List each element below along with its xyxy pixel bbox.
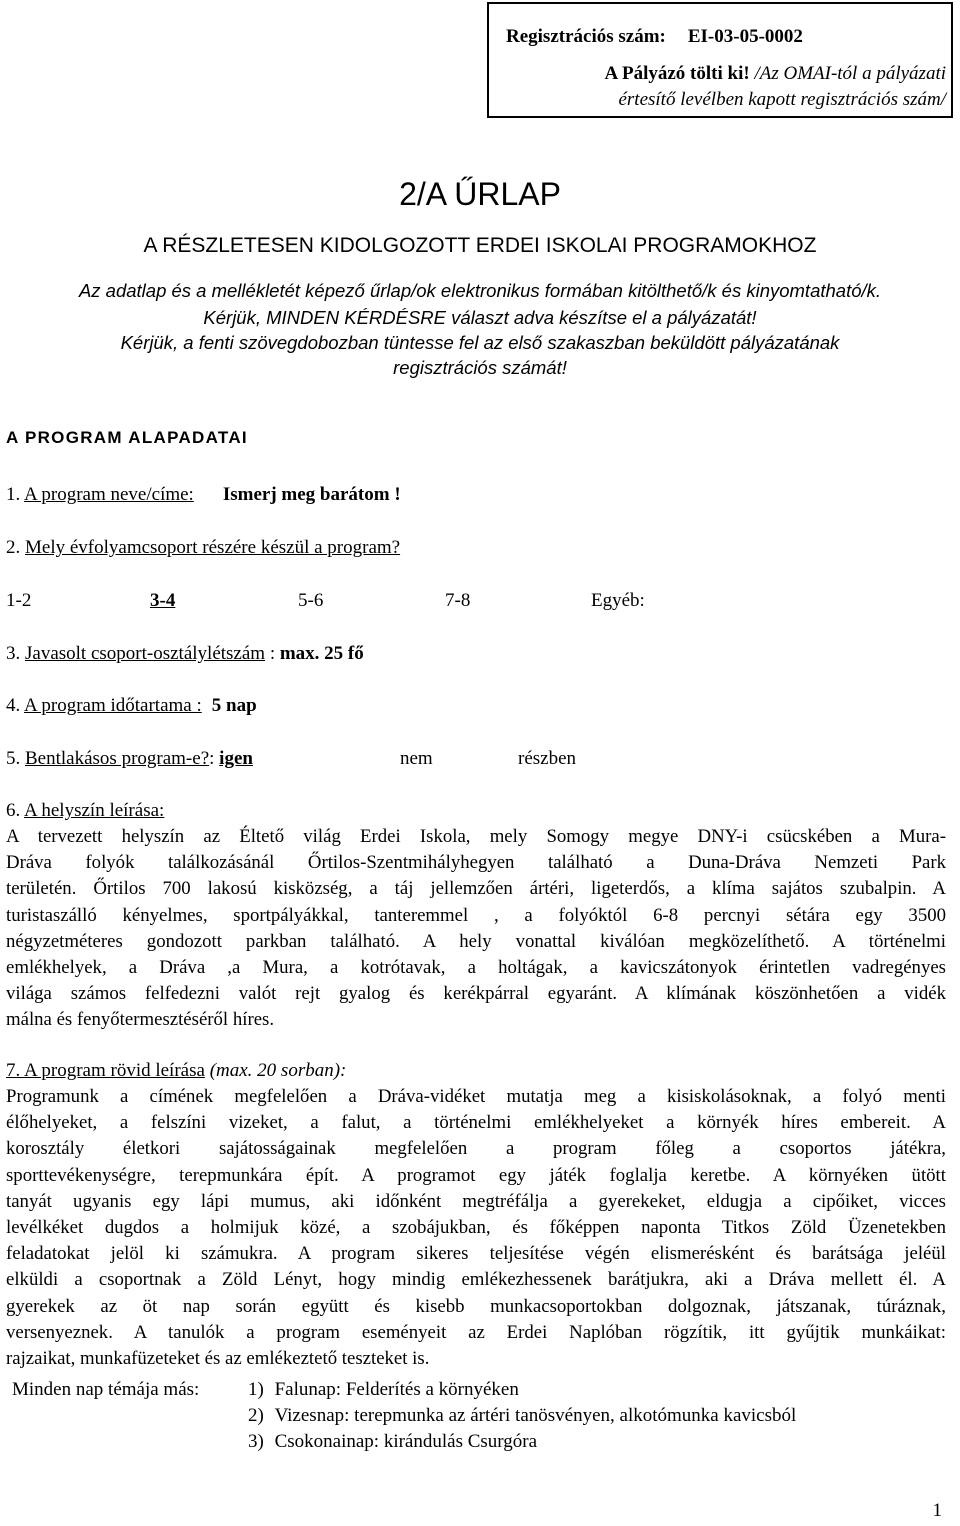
q1-label: A program neve/címe: — [23, 484, 194, 505]
day-text: Falunap: Felderítés a környéken — [274, 1379, 519, 1400]
q7-line: versenyeznek. A tanulók a program eseményeit az Erdei Naplóban rögzítik, itt gyűjtik munkáikat: — [6, 1321, 946, 1343]
q7-line: levélkéket dugdos a holmijuk közé, a szobájukban, és főképpen naponta Titkos Zöld Üzenetekben — [6, 1217, 946, 1239]
q7-line: élőhelyeket, a felszíni vizeket, a falut, a történelmi emlékhelyeket a környék híres embereit. A — [6, 1112, 946, 1134]
q3-label: Javasolt csoport-osztálylétszám — [25, 643, 266, 664]
q6-line: A tervezett helyszín az Éltető világ Erdei Iskola, mely Somogy megye DNY-i csücskében a Mura- — [6, 826, 946, 847]
info-line-3: Kérjük, a fenti szövegdobozban tüntesse fel az első szakaszban beküldött pályázatának — [120, 332, 840, 353]
question-1 — [6, 484, 401, 506]
q6-description — [6, 824, 946, 1034]
q2-option-4: 7-8 — [445, 590, 471, 611]
q3-number: 3. — [6, 643, 25, 664]
q6-line: területén. Őrtilos 700 lakosú kisközség, a táj jellemzően ártéri, ligeterdős, a klíma sajátos szubalpin. A — [6, 878, 946, 900]
day-item-2 — [248, 1405, 796, 1427]
page-number: 1 — [932, 1500, 942, 1521]
day-number: 3) — [248, 1431, 264, 1452]
info-line-2: Kérjük, MINDEN KÉRDÉSRE választ adva készítse el a pályázatát! — [203, 307, 757, 328]
section-title: A PROGRAM ALAPADATAI — [6, 428, 248, 447]
question-5 — [6, 748, 253, 770]
q5-separator: : — [209, 748, 220, 769]
q2-option-2-selected: 3-4 — [150, 590, 176, 611]
q7-line: sporttevékenységre, terepmunkára épít. A programot egy játék foglalja keretbe. A környéken ütött — [6, 1164, 946, 1186]
question-3 — [6, 643, 364, 665]
q7-line: tanyát ugyanis egy lápi mumus, aki időnként megtréfálja a gyerekeket, eldugja a cipőiket, vicces — [6, 1190, 946, 1212]
q6-line: turistaszálló kényelmes, sportpályákkal, tanteremmel , a folyóktól 6-8 percnyi sétára egy 3500 — [6, 904, 946, 926]
q2-label: Mely évfolyamcsoport részére készül a program? — [25, 537, 401, 558]
day-item-1 — [248, 1379, 519, 1401]
q7-line: feladatokat jelöl ki számukra. A program sikeres teljesítése végén elismerésként és barátsága jeléül — [6, 1243, 946, 1265]
day-text: Vizesnap: terepmunka az ártéri tanösvényen, alkotómunka kavicsból — [274, 1405, 797, 1426]
q7-line: elküldi a csoportnak a Zöld Lényt, hogy mindig emlékezhessenek barátjukra, aki a Dráva mellett él. A — [6, 1269, 946, 1291]
info-line-1: Az adatlap és a mellékletét képező űrlap/ok elektronikus formában kitölthető/k és kinyomtatható/k. — [78, 280, 882, 301]
registration-number: EI-03-05-0002 — [687, 26, 803, 47]
q2-option-5: Egyéb: — [591, 590, 645, 611]
q3-value: max. 25 fő — [279, 643, 364, 664]
form-subtitle: A RÉSZLETESEN KIDOLGOZOTT ERDEI ISKOLAI PROGRAMOKHOZ — [143, 234, 817, 257]
registration-note-italic-2: értesítő levélben kapott regisztrációs szám/ — [618, 89, 946, 110]
day-number: 2) — [248, 1405, 264, 1426]
day-item-3 — [248, 1431, 537, 1453]
q5-number: 5. — [6, 748, 25, 769]
q7-line: rajzaikat, munkafüzeteket és az emlékeztető teszteket is. — [6, 1348, 430, 1370]
q4-label: A program időtartama : — [23, 695, 202, 716]
question-6 — [6, 800, 164, 822]
q5-option-3: részben — [518, 748, 577, 769]
q7-label: A program rövid leírása — [23, 1060, 205, 1081]
question-4 — [6, 695, 257, 717]
q2-option-3: 5-6 — [298, 590, 324, 611]
q4-value: 5 nap — [211, 695, 257, 716]
q1-value: Ismerj meg barátom ! — [222, 484, 401, 505]
question-7 — [6, 1060, 346, 1082]
q6-line: világa számos felfedezni valót rejt gyalog és kerékpárral egyaránt. A klímának köszönhetően a vidék — [6, 983, 946, 1005]
registration-number-line — [506, 26, 803, 48]
q2-number: 2. — [6, 537, 25, 558]
q7-note: (max. 20 sorban): — [204, 1060, 347, 1081]
q7-line: gyerekek az öt nap során együtt és kisebb munkacsoportokban dolgoznak, játszanak, túráznak, — [6, 1295, 946, 1317]
registration-note-italic-1: /Az OMAI-tól a pályázati — [749, 63, 946, 84]
q2-option-1: 1-2 — [6, 590, 32, 611]
q5-label: Bentlakásos program-e? — [25, 748, 210, 769]
q7-line: Programunk a címének megfelelően a Dráva-vidéket mutatja meg a kisiskolásoknak, a folyó menti — [6, 1086, 946, 1107]
q4-number: 4. — [6, 695, 24, 716]
q7-line: korosztály életkori sajátosságainak megfelelően a program főleg a csoportos játékra, — [6, 1138, 946, 1160]
q6-line: négyzetméteres gondozott parkban található. A hely vonattal kiválóan megközelíthető. A történelmi — [6, 930, 946, 952]
q6-line: málna és fenyőtermesztéséről híres. — [6, 1009, 275, 1031]
q6-label: A helyszín leírása: — [23, 800, 165, 821]
info-line-4: regisztrációs számát! — [393, 357, 567, 378]
days-intro: Minden nap témája más: — [12, 1379, 200, 1400]
q7-number: 7. — [6, 1060, 24, 1081]
form-title: 2/A ŰRLAP — [399, 176, 561, 212]
q5-option-2: nem — [400, 748, 433, 769]
q1-number: 1. — [6, 484, 24, 505]
question-2 — [6, 537, 400, 559]
q6-line: Dráva folyók találkozásánál Őrtilos-Szentmihályhegyen található a Duna-Dráva Nemzeti Park — [6, 852, 946, 874]
registration-note — [506, 61, 946, 113]
registration-note-bold: A Pályázó tölti ki! — [604, 63, 750, 84]
q3-separator: : — [265, 643, 280, 664]
registration-label: Regisztrációs szám: — [506, 26, 666, 47]
q7-description — [6, 1084, 946, 1372]
q5-option-selected: igen — [219, 748, 253, 769]
day-text: Csokonainap: kirándulás Csurgóra — [274, 1431, 538, 1452]
day-number: 1) — [248, 1379, 264, 1400]
q6-line: emlékhelyek, a Dráva ,a Mura, a kotrótavak, a holtágak, a kavicszátonyok érintetlen vadregényes — [6, 957, 946, 979]
q6-number: 6. — [6, 800, 24, 821]
